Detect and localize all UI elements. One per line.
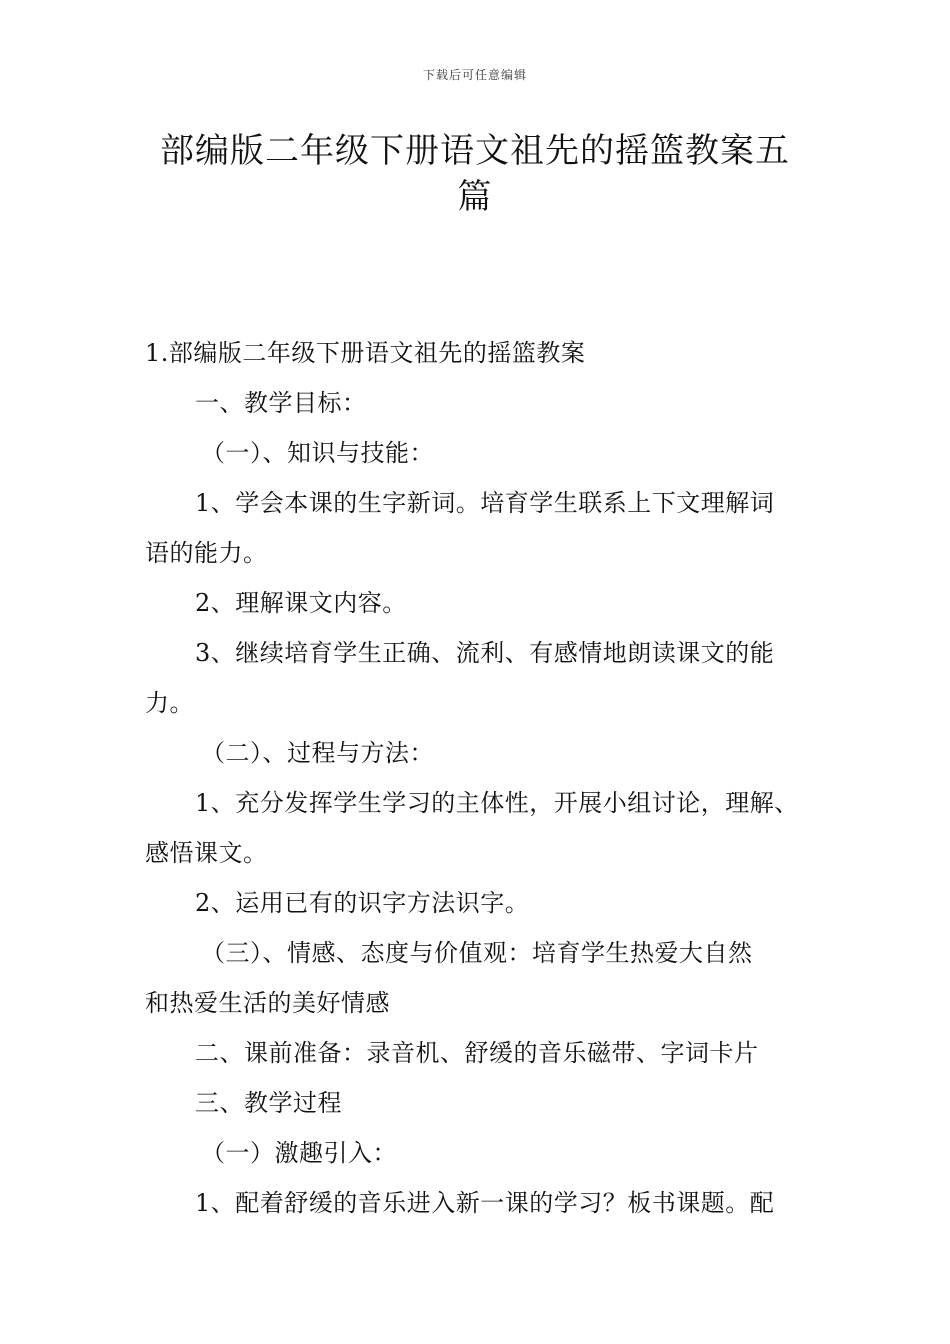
paragraph-line: 三、教学过程	[195, 1089, 342, 1117]
paragraph-line: （三）、情感、态度与价值观：培育学生热爱大自然	[201, 939, 753, 967]
paragraph-line: （二）、过程与方法：	[201, 739, 434, 767]
paragraph-line: 二、课前准备：录音机、舒缓的音乐磁带、字词卡片	[195, 1039, 759, 1067]
paragraph-line: 2、理解课文内容。	[195, 589, 407, 617]
paragraph-line: 感悟课文。	[145, 839, 268, 867]
paragraph-line: 和热爱生活的美好情感	[145, 989, 390, 1017]
document-body	[145, 328, 835, 1228]
paragraph-line: 一、教学目标：	[195, 389, 367, 417]
paragraph-line: 力。	[145, 689, 194, 717]
title-line-2: 篇	[457, 177, 493, 217]
paragraph-line: 语的能力。	[145, 539, 268, 567]
section-heading: 1.部编版二年级下册语文祖先的摇篮教案	[145, 339, 586, 367]
paragraph-line: 1、学会本课的生字新词。培育学生联系上下文理解词	[195, 489, 775, 517]
document-title	[150, 128, 800, 220]
paragraph-line: 1、充分发挥学生学习的主体性，开展小组讨论，理解、	[195, 789, 799, 817]
paragraph-line: 1、配着舒缓的音乐进入新一课的学习？板书课题。配	[195, 1189, 775, 1217]
paragraph-line: 3、继续培育学生正确、流利、有感情地朗读课文的能	[195, 639, 775, 667]
title-line-1: 部编版二年级下册语文祖先的摇篮教案五	[160, 131, 790, 171]
header-note: 下载后可任意编辑	[422, 68, 527, 82]
paragraph-line: 2、运用已有的识字方法识字。	[195, 889, 530, 917]
paragraph-line: （一）激趣引入：	[201, 1139, 397, 1167]
paragraph-line: （一）、知识与技能：	[201, 439, 434, 467]
